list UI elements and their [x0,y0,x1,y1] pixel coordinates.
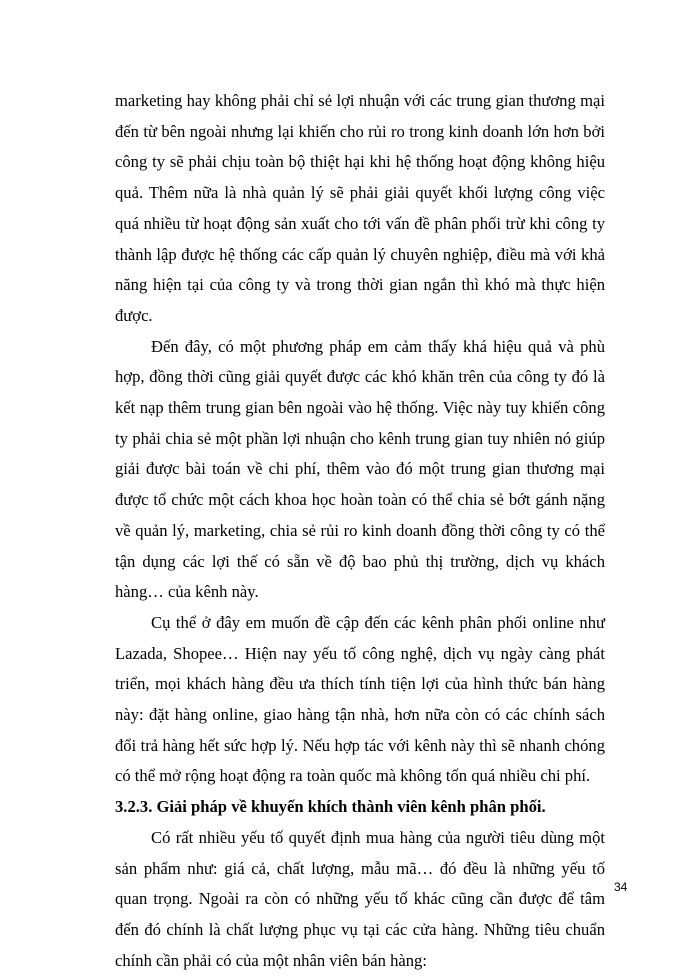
page-number: 34 [614,880,628,894]
paragraph-1: marketing hay không phải chỉ sẻ lợi nhuận với các trung gian thương mại đến từ bên ngoài nhưng lại khiến cho rủi ro trong kinh doanh lớn hơn bởi công ty sẽ phải chịu toàn bộ thiệt hại khi hệ thống hoạt động không hiệu quả. Thêm nữa là nhà quản lý sẽ phải giải quyết khối lượng công việc quá nhiều từ hoạt động sản xuất cho tới vấn đề phân phối trừ khi công ty thành lập được hệ thống các cấp quản lý chuyên nghiệp, điều mà với khả năng hiện tại của công ty và trong thời gian ngắn thì khó mà thực hiện được. [115,91,605,325]
paragraph-2: Đến đây, có một phương pháp em cảm thấy khá hiệu quả và phù hợp, đồng thời cũng giải quyết được các khó khăn trên của công ty đó là kết nạp thêm trung gian bên ngoài vào hệ thống. Việc này tuy khiến công ty phải chia sẻ một phần lợi nhuận cho kênh trung gian tuy nhiên nó giúp giải được bài toán về chi phí, thêm vào đó một trung gian thương mại được tổ chức một cách khoa học hoàn toàn có thể chia sẻ bớt gánh nặng về quản lý, marketing, chia sẻ rủi ro kinh doanh đồng thời công ty có thể tận dụng các lợi thế có sẵn về độ bao phủ thị trường, dịch vụ khách hàng… của kênh này. [115,336,605,602]
paragraph-4: Có rất nhiều yếu tố quyết định mua hàng của người tiêu dùng một sản phẩm như: giá cả, chất lượng, mẫu mã… đó đều là những yếu tố quan trọng. Ngoài ra còn có những yếu tố khác cũng cần được để tâm đến đó chính là chất lượng phục vụ tại các cửa hàng. Những tiêu chuẩn chính cần phải có của một nhân viên bán hàng: [115,827,605,970]
document-body [115,86,605,976]
paragraph-3: Cụ thể ở đây em muốn đề cập đến các kênh phân phối online như Lazada, Shopee… Hiện nay yếu tố công nghệ, dịch vụ ngày càng phát triển, mọi khách hàng đều ưa thích tính tiện lợi của hình thức bán hàng này: đặt hàng online, giao hàng tận nhà, hơn nữa còn có các chính sách đổi trả hàng hết sức hợp lý. Nếu hợp tác với kênh này thì sẽ nhanh chóng có thể mở rộng hoạt động ra toàn quốc mà không tốn quá nhiều chi phí. [115,612,605,786]
section-heading-3-2-3: 3.2.3. Giải pháp về khuyến khích thành viên kênh phân phối. [115,797,546,817]
